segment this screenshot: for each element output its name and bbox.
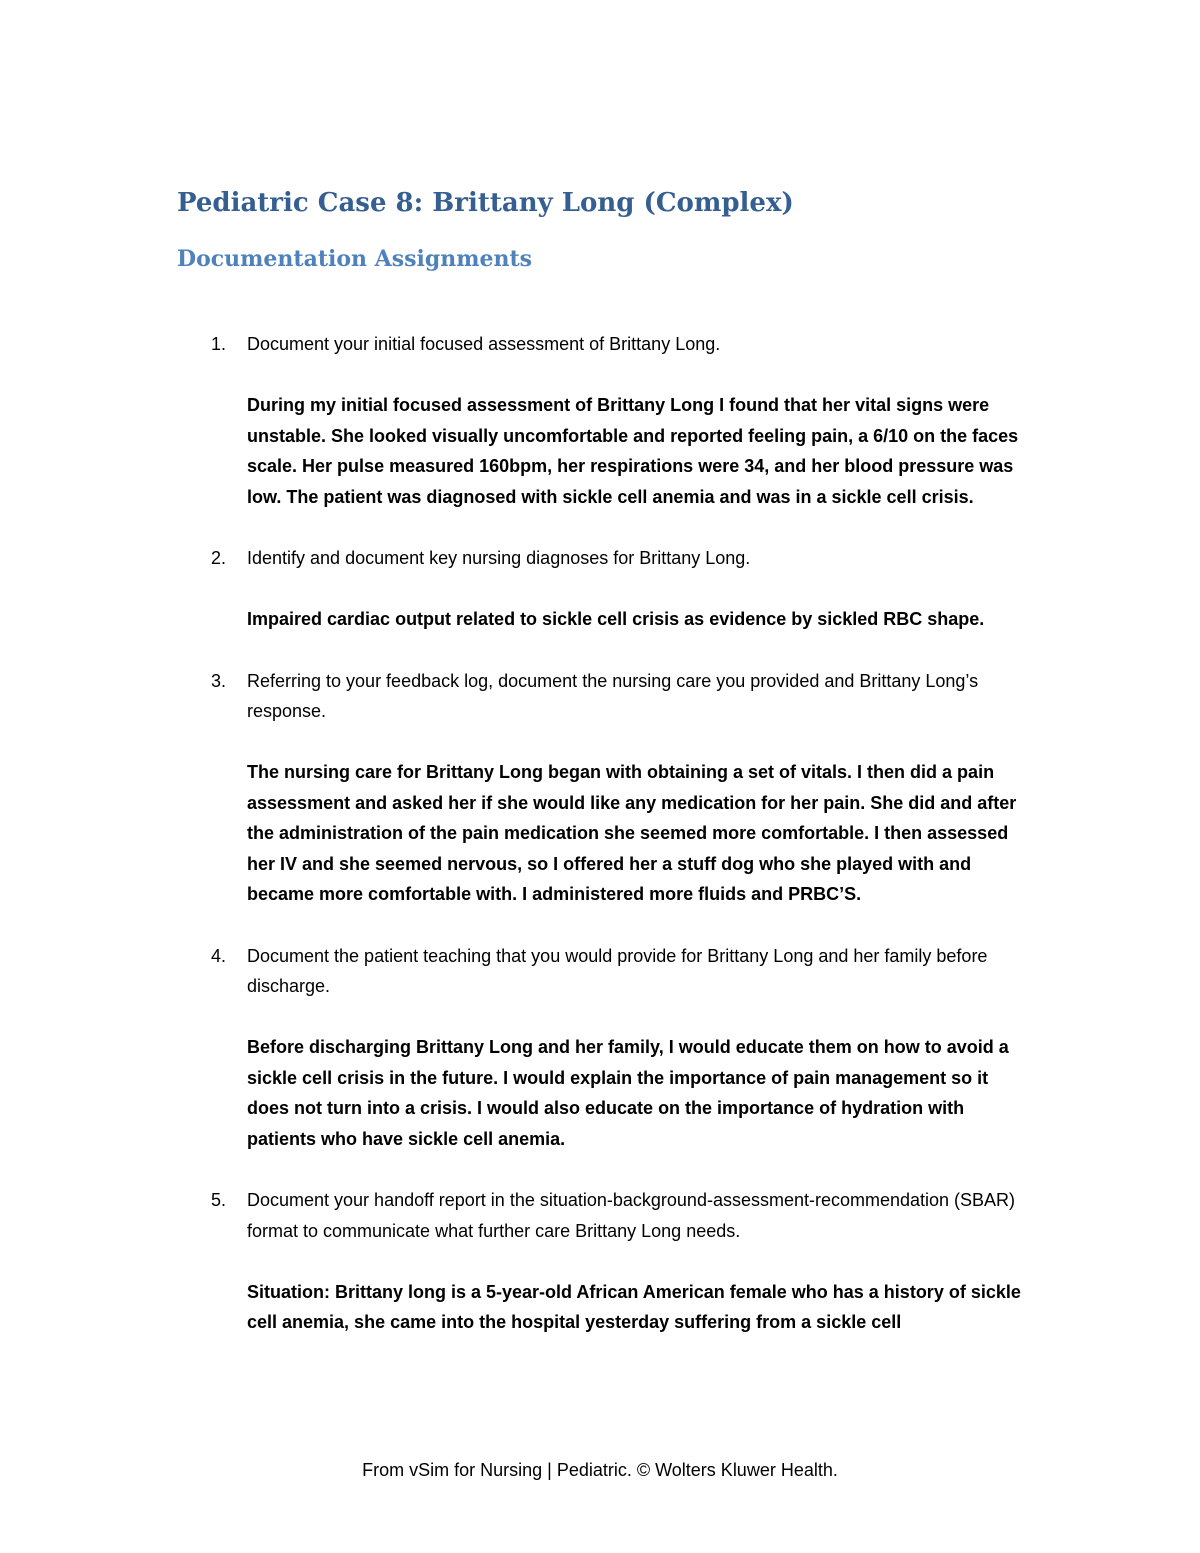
assignment-item-5 [211,1185,1027,1338]
assignment-item-2 [211,543,1027,635]
section-heading: Documentation Assignments [177,246,533,272]
item-number: 3. [211,670,227,691]
assignment-question: Identify and document key nursing diagnoses for Brittany Long. [247,548,751,568]
item-number: 4. [211,945,227,966]
assignment-question: Document your initial focused assessment of Brittany Long. [247,334,721,354]
item-number: 1. [211,334,227,354]
item-number: 5. [211,1190,227,1210]
assignment-answer: Impaired cardiac output related to sickle cell crisis as evidence by sickled RBC shape. [247,609,985,629]
assignment-item-4 [211,941,1027,1155]
assignment-answer: Before discharging Brittany Long and her family, I would educate them on how to avoid a sickle cell crisis in the future. I would explain the importance of pain management so it does not turn into a crisis. I would also educate on the importance of hydration with patients who have sickle cell anemia. [247,1037,1009,1149]
assignment-question: Document the patient teaching that you would provide for Brittany Long and her family before discharge. [247,945,988,996]
item-number: 2. [211,548,227,568]
assignment-answer: The nursing care for Brittany Long began with obtaining a set of vitals. I then did a pain assessment and asked her if she would like any medication for her pain. She did and after the administration of the pain medication she seemed more comfortable. I then assessed her IV and she seemed nervous, so I offered her a stuff dog who she played with and became more comfortable with. I administered more fluids and PRBC’S. [247,762,1017,904]
assignment-item-3 [211,666,1027,910]
assignment-question: Referring to your feedback log, document the nursing care you provided and Brittany Long’s response. [247,670,979,721]
assignment-item-1 [211,329,1027,512]
assignment-answer: During my initial focused assessment of Brittany Long I found that her vital signs were unstable. She looked visually uncomfortable and reported feeling pain, a 6/10 on the faces scale. Her pulse measured 160bpm, her respirations were 34, and her blood pressure was low. The patient was diagnosed with sickle cell anemia and was in a sickle cell crisis. [247,395,1019,507]
assignment-question: Document your handoff report in the situation-background-assessment-recommendation (SBAR) format to communicate what further care Brittany Long needs. [247,1190,1016,1241]
assignment-answer: Situation: Brittany long is a 5-year-old African American female who has a history of sickle cell anemia, she came into the hospital yesterday suffering from a sickle cell [247,1281,1021,1332]
page-title: Pediatric Case 8: Brittany Long (Complex) [177,188,794,218]
page-footer: From vSim for Nursing | Pediatric. © Wolters Kluwer Health. [362,1460,838,1480]
assignment-list [211,329,1027,1369]
